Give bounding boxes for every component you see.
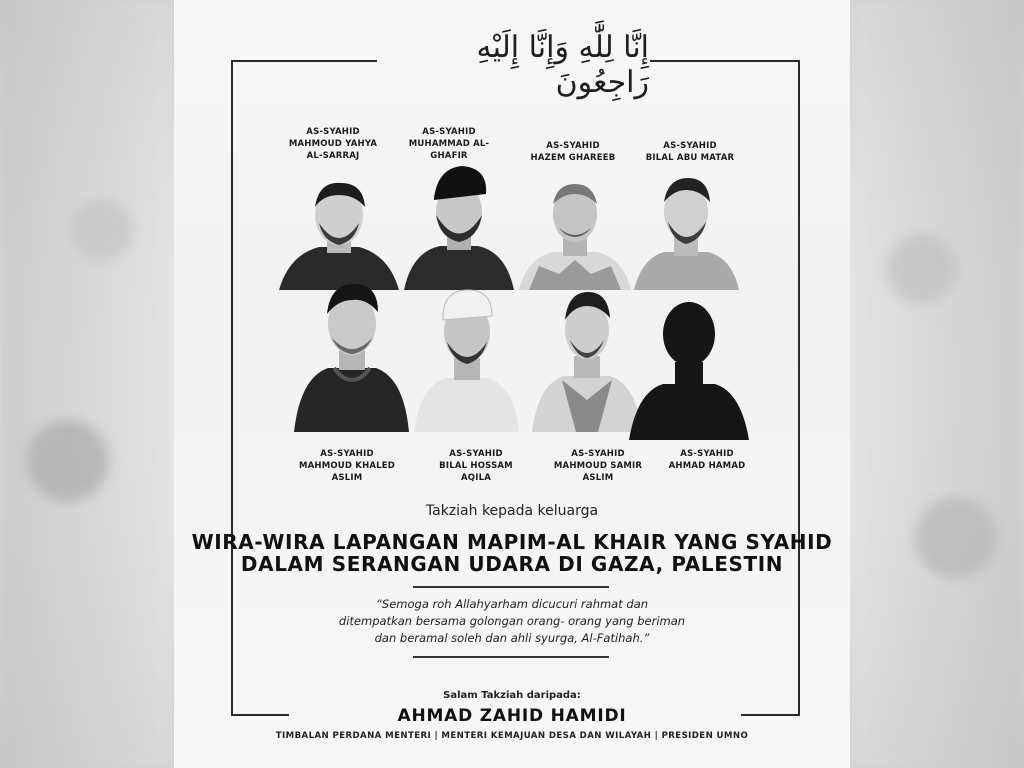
- frame-line: [231, 60, 377, 62]
- quote-line: dan beramal soleh dan ahli syurga, Al-Fatihah.”: [374, 631, 650, 645]
- martyr-name-8: AS-SYAHID AHMAD HAMAD: [668, 449, 746, 471]
- condolence-intro: Takziah kepada keluarga: [425, 503, 599, 519]
- blurred-background-left: [0, 0, 170, 768]
- martyr-photo-5: [294, 272, 409, 432]
- martyr-photo-4: [634, 170, 739, 290]
- signer-name: AHMAD ZAHID HAMIDI: [397, 706, 627, 726]
- martyr-photo-6: [414, 282, 519, 432]
- martyr-name-6: AS-SYAHID BILAL HOSSAM AQILA: [439, 449, 513, 483]
- martyr-name-3: AS-SYAHID HAZEM GHAREEB: [530, 141, 616, 163]
- quote-line: ditempatkan bersama golongan orang- orang yang beriman: [338, 614, 686, 628]
- divider: [413, 656, 609, 658]
- frame-line: [650, 60, 800, 62]
- martyr-silhouette-8: [629, 300, 749, 440]
- blurred-background-right: [854, 0, 1024, 768]
- martyr-name-5: AS-SYAHID MAHMOUD KHALED ASLIM: [298, 449, 396, 483]
- martyr-name-2: AS-SYAHID MUHAMMAD AL- GHAFIR: [408, 127, 490, 161]
- prayer-quote: [174, 596, 850, 647]
- martyr-photo-3: [519, 170, 631, 290]
- quote-line: “Semoga roh Allahyarham dicucuri rahmat dan: [375, 597, 649, 611]
- martyr-photo-2: [404, 160, 514, 290]
- divider: [413, 586, 609, 588]
- signer-titles: TIMBALAN PERDANA MENTERI | MENTERI KEMAJUAN DESA DAN WILAYAH | PRESIDEN UMNO: [275, 731, 749, 741]
- salam-label: Salam Takziah daripada:: [443, 690, 581, 701]
- martyr-name-4: AS-SYAHID BILAL ABU MATAR: [645, 141, 735, 163]
- headline: [174, 531, 850, 575]
- condolence-poster: [174, 0, 850, 768]
- headline-line: DALAM SERANGAN UDARA DI GAZA, PALESTIN: [240, 552, 784, 576]
- martyr-photo-7: [532, 280, 642, 432]
- headline-line: WIRA-WIRA LAPANGAN MAPIM-AL KHAIR YANG SYAHID: [191, 530, 833, 554]
- arabic-calligraphy-header: إِنَّا لِلَّٰهِ وَإِنَّا إِلَيْهِ رَاجِعُونَ: [476, 30, 649, 100]
- martyr-name-1: AS-SYAHID MAHMOUD YAHYA AL-SARRAJ: [288, 127, 378, 161]
- martyr-name-7: AS-SYAHID MAHMOUD SAMIR ASLIM: [553, 449, 643, 483]
